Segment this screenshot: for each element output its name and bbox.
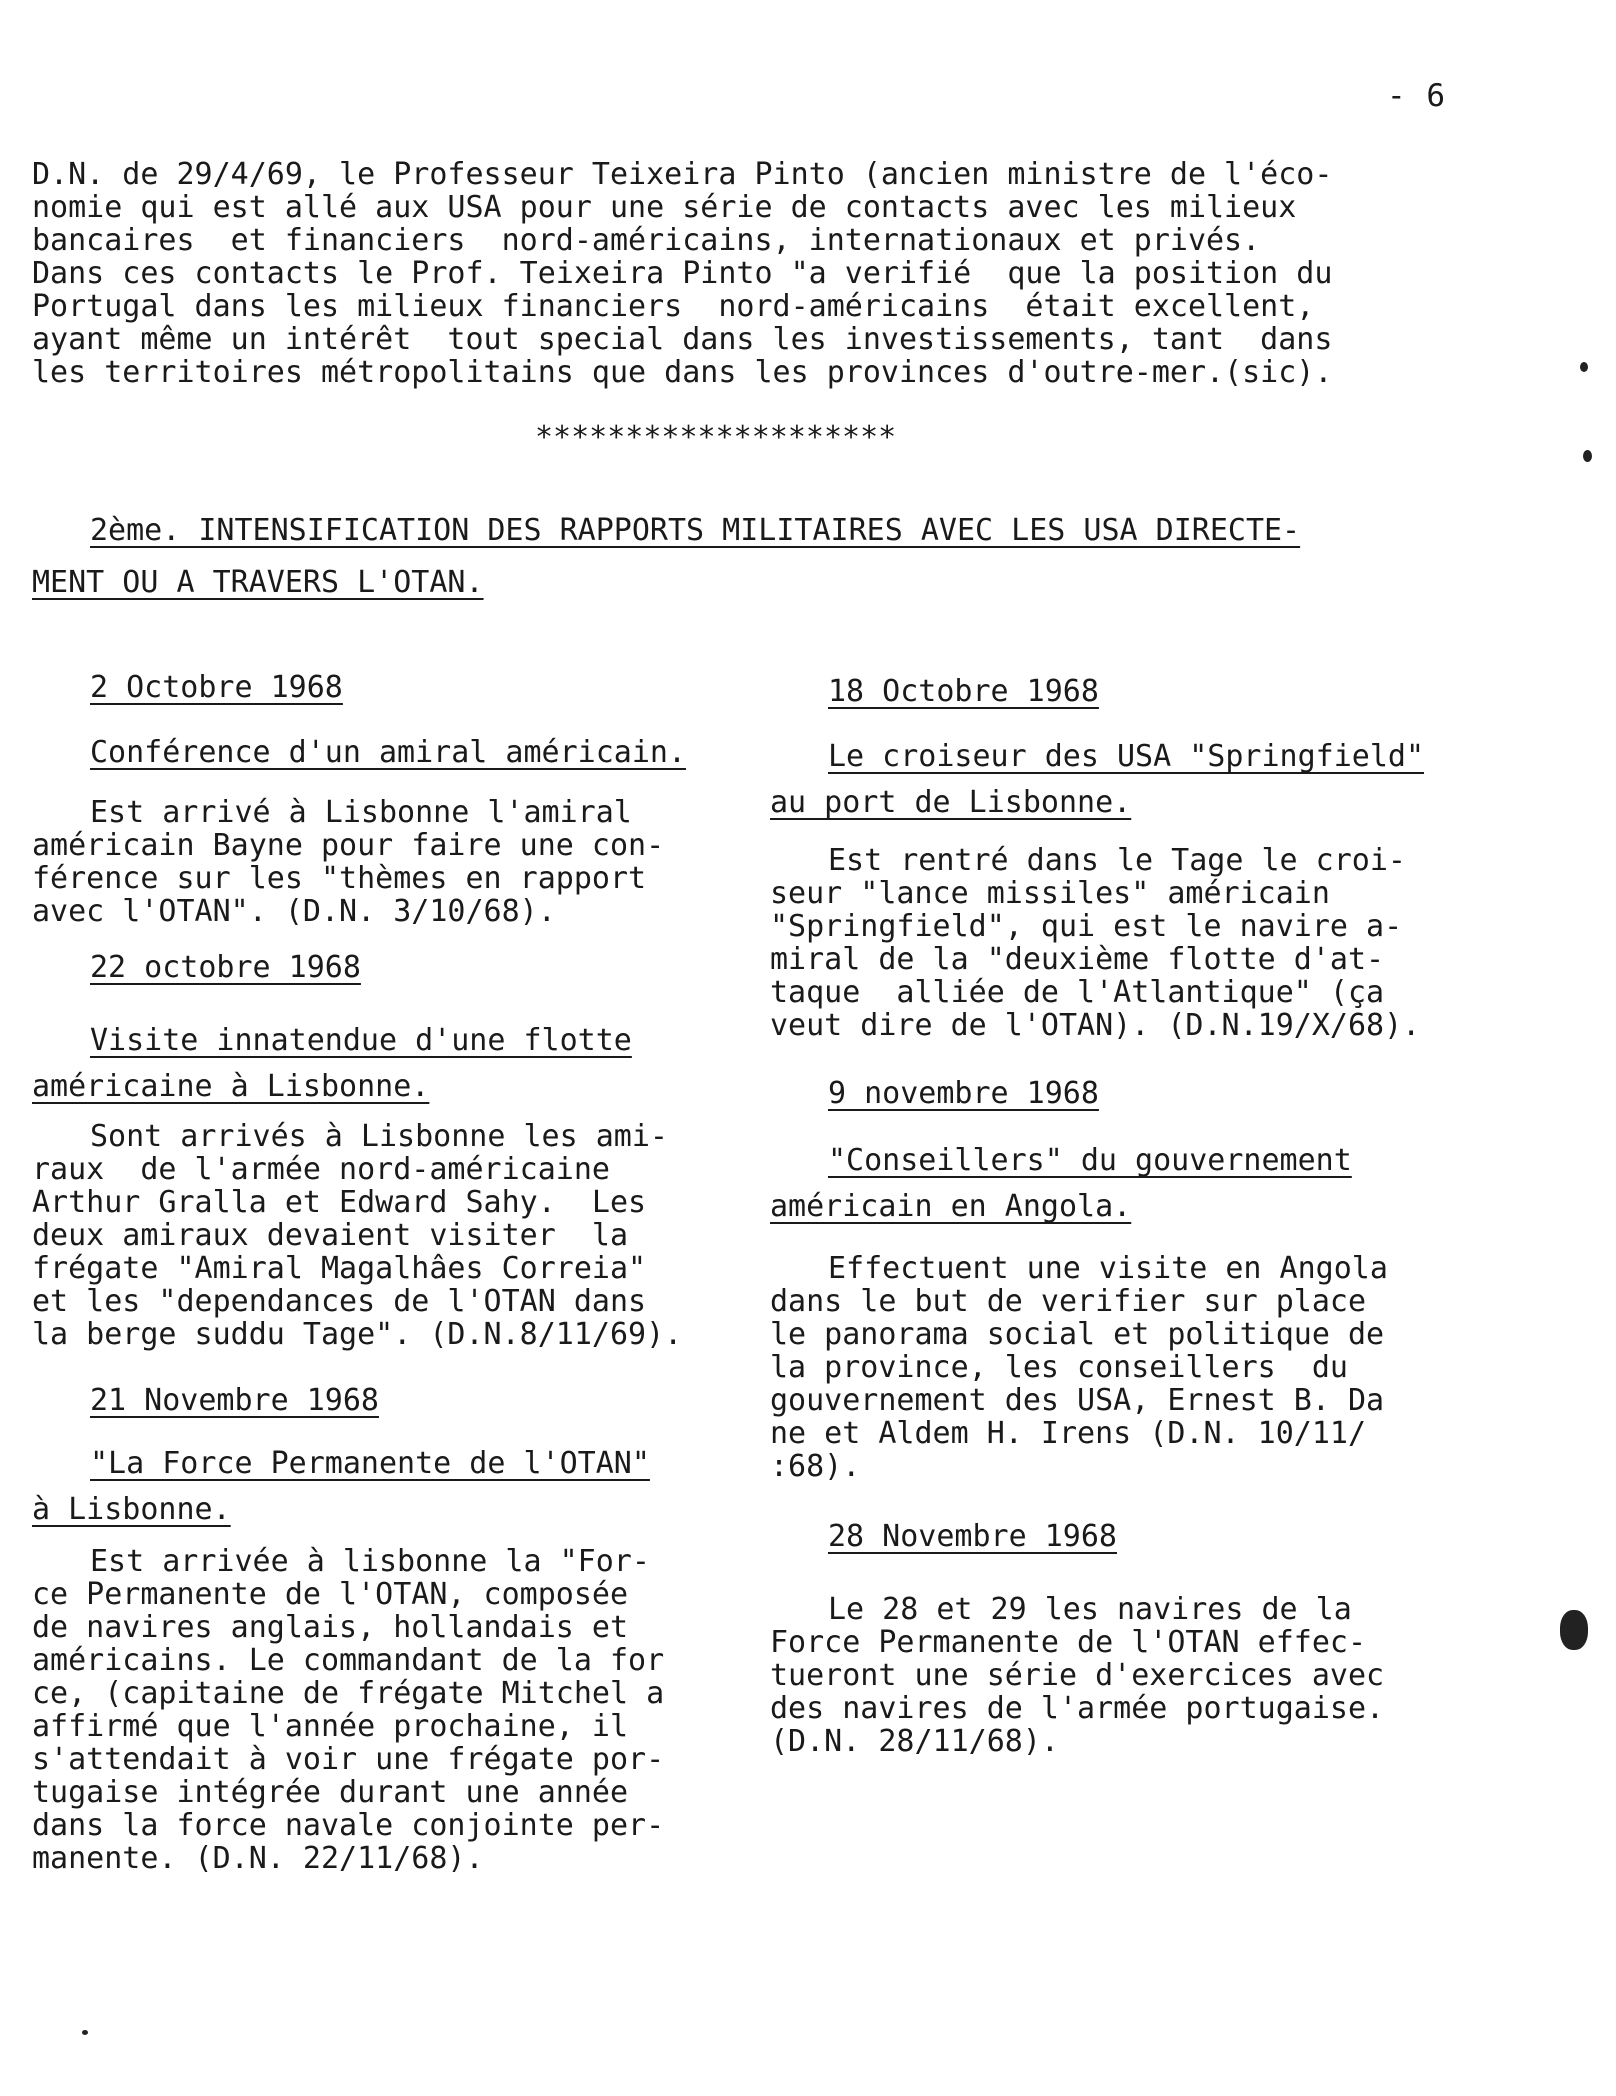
entry-body-line: avec l'OTAN". (D.N. 3/10/68). xyxy=(32,894,556,929)
page-number: - 6 xyxy=(1387,78,1446,114)
entry-date: 22 octobre 1968 xyxy=(90,950,361,985)
entry-body-line: (D.N. 28/11/68). xyxy=(770,1724,1059,1759)
entry-body-line: Est arrivée à lisbonne la "For- xyxy=(90,1544,650,1579)
entry-date: 9 novembre 1968 xyxy=(828,1076,1099,1111)
entry-title-line: Le croiseur des USA "Springfield" xyxy=(828,739,1425,774)
entry-body-line: affirmé que l'année prochaine, il xyxy=(32,1709,629,1744)
entry-body xyxy=(32,1545,732,1875)
entry-body-line: Sont arrivés à Lisbonne les ami- xyxy=(90,1119,668,1154)
section-heading xyxy=(32,505,1412,609)
entry-body-line: Effectuent une visite en Angola xyxy=(828,1251,1388,1286)
entry-title-line: au port de Lisbonne. xyxy=(770,785,1132,820)
entry-body-line: miral de la "deuxième flotte d'at- xyxy=(770,942,1385,977)
entry-title-line: Visite innatendue d'une flotte xyxy=(90,1023,632,1058)
entry-body-line: taque alliée de l'Atlantique" (ça xyxy=(770,975,1385,1010)
entry-body-line: dans la force navale conjointe per- xyxy=(32,1808,665,1843)
entry-body-line: frégate "Amiral Magalhâes Correia" xyxy=(32,1251,647,1286)
entry-body-line: la berge suddu Tage". (D.N.8/11/69). xyxy=(32,1317,683,1352)
punch-hole-mark xyxy=(1560,1610,1588,1650)
entry-body-line: tueront une série d'exercices avec xyxy=(770,1658,1385,1693)
intro-line: bancaires et financiers nord-américains, internationaux et privés. xyxy=(32,223,1261,258)
entry-body-line: ce, (capitaine de frégate Mitchel a xyxy=(32,1676,665,1711)
news-entry xyxy=(32,1381,732,1875)
right-column xyxy=(770,672,1490,1758)
news-entry xyxy=(770,672,1490,1042)
entry-body xyxy=(770,1252,1490,1483)
news-entry xyxy=(770,1517,1490,1758)
entry-body-line: américain Bayne pour faire une con- xyxy=(32,828,665,863)
section-heading-line: MENT OU A TRAVERS L'OTAN. xyxy=(32,565,484,600)
entry-title-line: "La Force Permanente de l'OTAN" xyxy=(90,1446,650,1481)
entry-body xyxy=(770,1593,1490,1758)
scan-speck xyxy=(1583,450,1592,462)
entry-title xyxy=(32,730,732,776)
entry-body xyxy=(32,1120,732,1351)
entry-title xyxy=(32,1441,732,1533)
entry-body-line: Est arrivé à Lisbonne l'amiral xyxy=(90,795,632,830)
entry-body-line: le panorama social et politique de xyxy=(770,1317,1385,1352)
entry-body-line: férence sur les "thèmes en rapport xyxy=(32,861,647,896)
news-entry xyxy=(32,668,732,928)
scan-speck xyxy=(82,2030,88,2035)
entry-body-line: des navires de l'armée portugaise. xyxy=(770,1691,1385,1726)
entry-title-line: américain en Angola. xyxy=(770,1189,1132,1224)
entry-title-line: américaine à Lisbonne. xyxy=(32,1069,430,1104)
news-entry xyxy=(32,948,732,1351)
entry-body-line: ce Permanente de l'OTAN, composée xyxy=(32,1577,629,1612)
entry-body-line: américains. Le commandant de la for xyxy=(32,1643,665,1678)
entry-date: 18 Octobre 1968 xyxy=(828,674,1099,709)
entry-title xyxy=(32,1018,732,1110)
intro-line: ayant même un intérêt tout special dans les investissements, tant dans xyxy=(32,322,1333,357)
intro-line: les territoires métropolitains que dans les provinces d'outre-mer.(sic). xyxy=(32,355,1333,390)
intro-paragraph xyxy=(32,158,1462,389)
entry-body-line: deux amiraux devaient visiter la xyxy=(32,1218,629,1253)
entry-body-line: :68). xyxy=(770,1449,861,1484)
intro-line: Portugal dans les milieux financiers nord-américains était excellent, xyxy=(32,289,1315,324)
entry-body-line: ne et Aldem H. Irens (D.N. 10/11/ xyxy=(770,1416,1367,1451)
entry-date: 21 Novembre 1968 xyxy=(90,1383,379,1418)
intro-line: nomie qui est allé aux USA pour une série de contacts avec les milieux xyxy=(32,190,1297,225)
intro-line: Dans ces contacts le Prof. Teixeira Pinto "a verifié que la position du xyxy=(32,256,1333,291)
section-heading-line: 2ème. INTENSIFICATION DES RAPPORTS MILITAIRES AVEC LES USA DIRECTE- xyxy=(90,513,1301,548)
entry-body-line: seur "lance missiles" américain xyxy=(770,876,1330,911)
left-column xyxy=(32,668,732,1875)
entry-body-line: manente. (D.N. 22/11/68). xyxy=(32,1841,484,1876)
entry-body-line: et les "dependances de l'OTAN dans xyxy=(32,1284,647,1319)
scan-speck xyxy=(1580,362,1588,372)
entry-title xyxy=(770,734,1490,826)
entry-body-line: la province, les conseillers du xyxy=(770,1350,1348,1385)
entry-body-line: de navires anglais, hollandais et xyxy=(32,1610,629,1645)
news-entry xyxy=(770,1074,1490,1483)
entry-date: 28 Novembre 1968 xyxy=(828,1519,1117,1554)
entry-body-line: tugaise intégrée durant une année xyxy=(32,1775,629,1810)
entry-body xyxy=(32,796,732,928)
entry-title-line: "Conseillers" du gouvernement xyxy=(828,1143,1352,1178)
entry-body-line: dans le but de verifier sur place xyxy=(770,1284,1367,1319)
entry-body-line: raux de l'armée nord-américaine xyxy=(32,1152,610,1187)
entry-body-line: s'attendait à voir une frégate por- xyxy=(32,1742,665,1777)
entry-body-line: Arthur Gralla et Edward Sahy. Les xyxy=(32,1185,647,1220)
entry-body-line: Force Permanente de l'OTAN effec- xyxy=(770,1625,1367,1660)
entry-body-line: veut dire de l'OTAN). (D.N.19/X/68). xyxy=(770,1008,1421,1043)
entry-title-line: à Lisbonne. xyxy=(32,1492,231,1527)
entry-title-line: Conférence d'un amiral américain. xyxy=(90,735,687,770)
entry-body-line: "Springfield", qui est le navire a- xyxy=(770,909,1403,944)
entry-title xyxy=(770,1138,1490,1230)
entry-body-line: gouvernement des USA, Ernest B. Da xyxy=(770,1383,1385,1418)
entry-body xyxy=(770,844,1490,1042)
asterisk-separator: ******************** xyxy=(535,420,897,455)
intro-line: D.N. de 29/4/69, le Professeur Teixeira Pinto (ancien ministre de l'éco- xyxy=(32,157,1333,192)
entry-body-line: Est rentré dans le Tage le croi- xyxy=(828,843,1406,878)
entry-body-line: Le 28 et 29 les navires de la xyxy=(828,1592,1352,1627)
entry-date: 2 Octobre 1968 xyxy=(90,670,343,705)
